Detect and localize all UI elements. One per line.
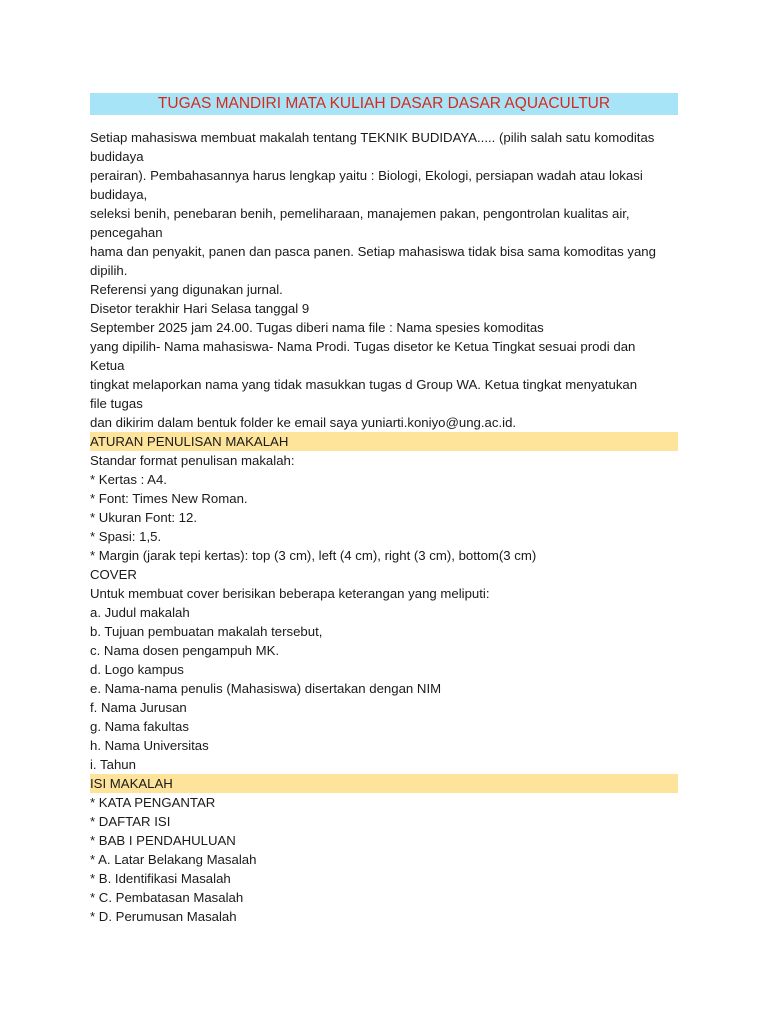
list-item: * KATA PENGANTAR [90,795,216,810]
list-item: f. Nama Jurusan [90,700,187,715]
list-item: g. Nama fakultas [90,719,189,734]
intro-line: Referensi yang digunakan jurnal. [90,282,283,297]
intro-line: yang dipilih- Nama mahasiswa- Nama Prodi. Tugas disetor ke Ketua Tingkat sesuai prodi dan [90,339,636,354]
intro-line: dan dikirim dalam bentuk folder ke email saya yuniarti.koniyo@ung.ac.id. [90,415,517,430]
intro-line: budidaya [90,149,144,164]
intro-line: budidaya, [90,187,148,202]
list-item: i. Tahun [90,757,136,772]
intro-line: September 2025 jam 24.00. Tugas diberi nama file : Nama spesies komoditas [90,320,544,335]
list-item: Untuk membuat cover berisikan beberapa keterangan yang meliputi: [90,586,490,601]
intro-paragraph [90,128,678,432]
list-item: * D. Perumusan Masalah [90,909,237,924]
list-item: d. Logo kampus [90,662,184,677]
intro-line: Ketua [90,358,125,373]
list-item: e. Nama-nama penulis (Mahasiswa) disertakan dengan NIM [90,681,442,696]
intro-line: hama dan penyakit, panen dan pasca panen. Setiap mahasiswa tidak bisa sama komoditas yang [90,244,656,259]
list-item: * BAB I PENDAHULUAN [90,833,236,848]
list-item: b. Tujuan pembuatan makalah tersebut, [90,624,323,639]
list-item: Standar format penulisan makalah: [90,453,295,468]
intro-line: seleksi benih, penebaran benih, pemeliharaan, manajemen pakan, pengontrolan kualitas air, [90,206,630,221]
section-isi-content [90,793,678,926]
section-heading-aturan: ATURAN PENULISAN MAKALAH [90,432,678,451]
intro-line: dipilih. [90,263,128,278]
document-page [90,93,678,926]
list-item: * Margin (jarak tepi kertas): top (3 cm), left (4 cm), right (3 cm), bottom(3 cm) [90,548,537,563]
list-item: a. Judul makalah [90,605,190,620]
intro-line: pencegahan [90,225,163,240]
section-aturan-content [90,451,678,774]
list-item: COVER [90,567,137,582]
list-item: * A. Latar Belakang Masalah [90,852,257,867]
list-item: * Ukuran Font: 12. [90,510,198,525]
intro-line: perairan). Pembahasannya harus lengkap yaitu : Biologi, Ekologi, persiapan wadah atau lokasi [90,168,643,183]
intro-line: tingkat melaporkan nama yang tidak masukkan tugas d Group WA. Ketua tingkat menyatukan [90,377,638,392]
list-item: * C. Pembatasan Masalah [90,890,244,905]
list-item: h. Nama Universitas [90,738,209,753]
list-item: c. Nama dosen pengampuh MK. [90,643,280,658]
section-heading-isi: ISI MAKALAH [90,774,678,793]
list-item: * Font: Times New Roman. [90,491,248,506]
intro-line: Setiap mahasiswa membuat makalah tentang TEKNIK BUDIDAYA..... (pilih salah satu komoditas [90,130,655,145]
list-item: * DAFTAR ISI [90,814,171,829]
intro-line: Disetor terakhir Hari Selasa tanggal 9 [90,301,310,316]
list-item: * Spasi: 1,5. [90,529,162,544]
document-title: TUGAS MANDIRI MATA KULIAH DASAR DASAR AQUACULTUR [90,93,678,115]
list-item: * B. Identifikasi Masalah [90,871,231,886]
list-item: * Kertas : A4. [90,472,167,487]
intro-line: file tugas [90,396,143,411]
